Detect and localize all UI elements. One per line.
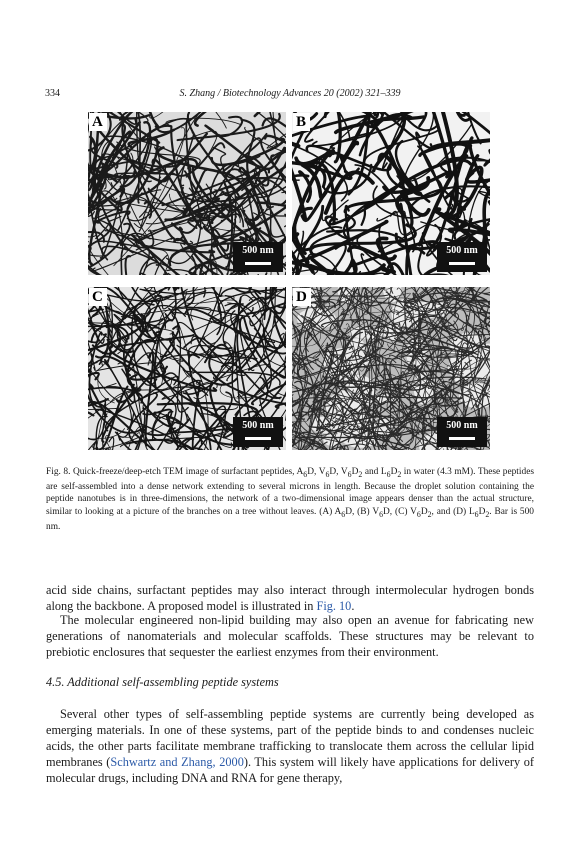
scale-line-a: [245, 262, 271, 265]
figure-panel-c: [88, 287, 286, 450]
scale-label-b: 500 nm: [446, 245, 478, 256]
section-heading: 4.5. Additional self-assembling peptide systems: [46, 675, 279, 689]
paragraph-3: Several other types of self-assembling peptide systems are currently being developed as emerging materials. In one of these systems, part of the peptide binds to and condenses nucleic acids, the other parts facilitate membrane trafficking to translocate them across the cellular lipid membranes (Schwartz and Zhang, 2000). This system will likely have applications for delivery of molecular drugs, including DNA and RNA for gene therapy,: [46, 707, 534, 785]
panel-label-c: C: [89, 288, 107, 306]
figure-ref-link[interactable]: Fig. 10: [316, 599, 352, 613]
scale-line-c: [245, 437, 271, 440]
panel-label-a: A: [89, 113, 107, 131]
figure-panel-d: [292, 287, 490, 450]
running-head: S. Zhang / Biotechnology Advances 20 (2002) 321–339: [179, 88, 401, 99]
scale-label-a: 500 nm: [242, 245, 274, 256]
scale-bar-d: [437, 417, 487, 447]
scale-bar-a: [233, 242, 283, 272]
figure-panel-b: [292, 112, 490, 275]
running-header: [45, 88, 535, 102]
panel-label-b: B: [293, 113, 310, 131]
figure-panel-a: [88, 112, 286, 275]
scale-bar-b: [437, 242, 487, 272]
caption-label: Fig. 8.: [46, 467, 71, 477]
panel-label-d: D: [293, 288, 311, 306]
figure-caption: Fig. 8. Quick-freeze/deep-etch TEM image of surfactant peptides, $A_6D$, $V_6D$, $V_6D_2$ and $L_6D_2$ in water (4.3 mM). These peptides are self-assembled into a dense network extending to several microns in length. Because the droplet solution containing the peptide nanotubes is in three-dimensions, the network of a two-dimensional image appears denser than the actual structure, similar to looking at a picture of the branches on a tree without leaves. (A) $A_6D$, (B) $V_6D$, (C) $V_6D_2$, and (D) $L_6D_2$. Bar is 500 nm.: [46, 467, 535, 532]
scale-bar-c: [233, 417, 283, 447]
scale-label-d: 500 nm: [446, 420, 478, 431]
paragraph-2: The molecular engineered non-lipid building may also open an avenue for fabricating new generations of nanomaterials and molecular scaffolds. These structures may be relevant to prebiotic enclosures that sequester the earliest enzymes from their environment.: [46, 613, 534, 659]
page-number: 334: [45, 88, 60, 99]
scale-line-b: [449, 262, 475, 265]
scale-line-d: [449, 437, 475, 440]
citation-link[interactable]: Schwartz and Zhang, 2000: [110, 755, 244, 769]
paragraph-1: acid side chains, surfactant peptides may also interact through intermolecular hydrogen bonds along the backbone. A proposed model is illustrated in Fig. 10.: [46, 583, 534, 613]
scale-label-c: 500 nm: [242, 420, 274, 431]
